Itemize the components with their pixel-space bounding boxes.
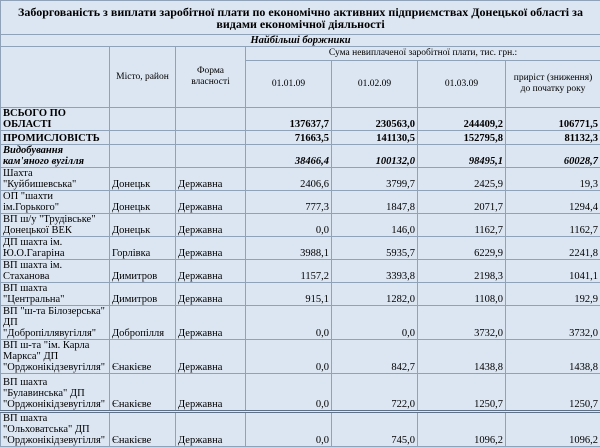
row-ownership: Державна	[176, 237, 246, 260]
row-value-0103: 1096,2	[418, 412, 506, 447]
row-ownership: Державна	[176, 283, 246, 306]
row-ownership: Державна	[176, 374, 246, 412]
row-value-0103: 6229,9	[418, 237, 506, 260]
row-city: Донецьк	[110, 168, 176, 191]
table-row	[1, 374, 600, 412]
table-row	[1, 131, 600, 145]
row-name: ВП шахта "Булавинська" ДП "Орджонікідзевугілля"	[1, 374, 110, 412]
header-date-1: 01.01.09	[246, 61, 332, 108]
row-name: ВП шахта "Ольховатська" ДП "Орджонікідзевугілля"	[1, 412, 110, 447]
row-value-0103: 1108,0	[418, 283, 506, 306]
header-date-2: 01.02.09	[332, 61, 418, 108]
row-city: Донецьк	[110, 191, 176, 214]
table-title: Заборгованість з виплати заробітної плати по економічно активних підприємствах Донецької області за видами економічної діяльності	[1, 1, 600, 35]
row-value-0102: 3799,7	[332, 168, 418, 191]
header-sum-group: Сума невиплаченої заробітної плати, тис. грн.:	[246, 47, 600, 61]
row-value-0103: 152795,8	[418, 131, 506, 145]
row-growth: 1250,7	[506, 374, 600, 412]
row-value-0102: 745,0	[332, 412, 418, 447]
header-date-3: 01.03.09	[418, 61, 506, 108]
row-name: ДП шахта ім. Ю.О.Гагаріна	[1, 237, 110, 260]
row-value-0101: 137637,7	[246, 108, 332, 131]
row-name: ПРОМИСЛОВІСТЬ	[1, 131, 110, 145]
row-ownership	[176, 131, 246, 145]
row-value-0103: 1438,8	[418, 340, 506, 374]
row-name: ВП ш-та "ім. Карла Маркса" ДП "Орджонікідзевугілля"	[1, 340, 110, 374]
row-value-0101: 0,0	[246, 214, 332, 237]
row-growth: 1041,1	[506, 260, 600, 283]
row-name: Шахта "Куйбишевська"	[1, 168, 110, 191]
row-value-0101: 777,3	[246, 191, 332, 214]
row-value-0102: 722,0	[332, 374, 418, 412]
row-ownership: Державна	[176, 340, 246, 374]
row-value-0101: 0,0	[246, 412, 332, 447]
row-value-0103: 2198,3	[418, 260, 506, 283]
row-value-0103: 1162,7	[418, 214, 506, 237]
row-name: ОП "шахти ім.Горького"	[1, 191, 110, 214]
row-growth: 1096,2	[506, 412, 600, 447]
row-ownership: Державна	[176, 214, 246, 237]
table-row	[1, 340, 600, 374]
row-growth: 106771,5	[506, 108, 600, 131]
row-value-0101: 0,0	[246, 340, 332, 374]
row-value-0102: 230563,0	[332, 108, 418, 131]
row-value-0101: 38466,4	[246, 145, 332, 168]
row-value-0103: 98495,1	[418, 145, 506, 168]
row-growth: 3732,0	[506, 306, 600, 340]
row-name: ВП шахта "Центральна"	[1, 283, 110, 306]
row-value-0102: 146,0	[332, 214, 418, 237]
row-ownership: Державна	[176, 168, 246, 191]
row-growth: 1438,8	[506, 340, 600, 374]
table-row	[1, 260, 600, 283]
row-growth: 192,9	[506, 283, 600, 306]
row-value-0102: 141130,5	[332, 131, 418, 145]
row-city	[110, 108, 176, 131]
row-city	[110, 145, 176, 168]
row-ownership	[176, 145, 246, 168]
table-row	[1, 168, 600, 191]
row-city: Добропілля	[110, 306, 176, 340]
row-growth: 1294,4	[506, 191, 600, 214]
table-row	[1, 191, 600, 214]
header-growth: приріст (зниження) до початку року	[506, 61, 600, 108]
row-city: Димитров	[110, 283, 176, 306]
row-value-0103: 244409,2	[418, 108, 506, 131]
row-city: Єнакієве	[110, 374, 176, 412]
row-growth: 1162,7	[506, 214, 600, 237]
row-value-0102: 3393,8	[332, 260, 418, 283]
row-name: ВСЬОГО ПО ОБЛАСТІ	[1, 108, 110, 131]
row-value-0101: 0,0	[246, 374, 332, 412]
row-ownership	[176, 108, 246, 131]
header-city: Місто, район	[110, 47, 176, 108]
table-subtitle: Найбільші боржники	[1, 35, 600, 47]
row-value-0102: 842,7	[332, 340, 418, 374]
row-city: Горлівка	[110, 237, 176, 260]
table-row	[1, 108, 600, 131]
row-value-0102: 1847,8	[332, 191, 418, 214]
row-value-0101: 915,1	[246, 283, 332, 306]
row-value-0101: 2406,6	[246, 168, 332, 191]
row-value-0101: 0,0	[246, 306, 332, 340]
table-row	[1, 306, 600, 340]
table-row	[1, 145, 600, 168]
row-city: Донецьк	[110, 214, 176, 237]
row-city: Єнакієве	[110, 340, 176, 374]
row-value-0102: 1282,0	[332, 283, 418, 306]
row-value-0103: 2071,7	[418, 191, 506, 214]
row-ownership: Державна	[176, 412, 246, 447]
row-value-0102: 100132,0	[332, 145, 418, 168]
row-value-0101: 71663,5	[246, 131, 332, 145]
row-value-0103: 2425,9	[418, 168, 506, 191]
header-name	[1, 47, 110, 108]
row-name: Видобування кам'яного вугілля	[1, 145, 110, 168]
row-growth: 81132,3	[506, 131, 600, 145]
row-ownership: Державна	[176, 260, 246, 283]
row-city	[110, 131, 176, 145]
row-city: Димитров	[110, 260, 176, 283]
row-growth: 19,3	[506, 168, 600, 191]
table-row	[1, 412, 600, 447]
row-value-0102: 5935,7	[332, 237, 418, 260]
row-value-0103: 1250,7	[418, 374, 506, 412]
row-ownership: Державна	[176, 306, 246, 340]
row-growth: 60028,7	[506, 145, 600, 168]
row-city: Єнакієве	[110, 412, 176, 447]
row-name: ВП шахта ім. Стаханова	[1, 260, 110, 283]
row-value-0102: 0,0	[332, 306, 418, 340]
row-growth: 2241,8	[506, 237, 600, 260]
table-row	[1, 283, 600, 306]
row-value-0103: 3732,0	[418, 306, 506, 340]
table-row	[1, 237, 600, 260]
row-name: ВП "ш-та Білозерська" ДП "Добропіллявугілля"	[1, 306, 110, 340]
row-ownership: Державна	[176, 191, 246, 214]
header-ownership: Форма власності	[176, 47, 246, 108]
row-value-0101: 3988,1	[246, 237, 332, 260]
row-value-0101: 1157,2	[246, 260, 332, 283]
table-row	[1, 214, 600, 237]
row-name: ВП ш/у "Трудівське" Донецької ВЕК	[1, 214, 110, 237]
